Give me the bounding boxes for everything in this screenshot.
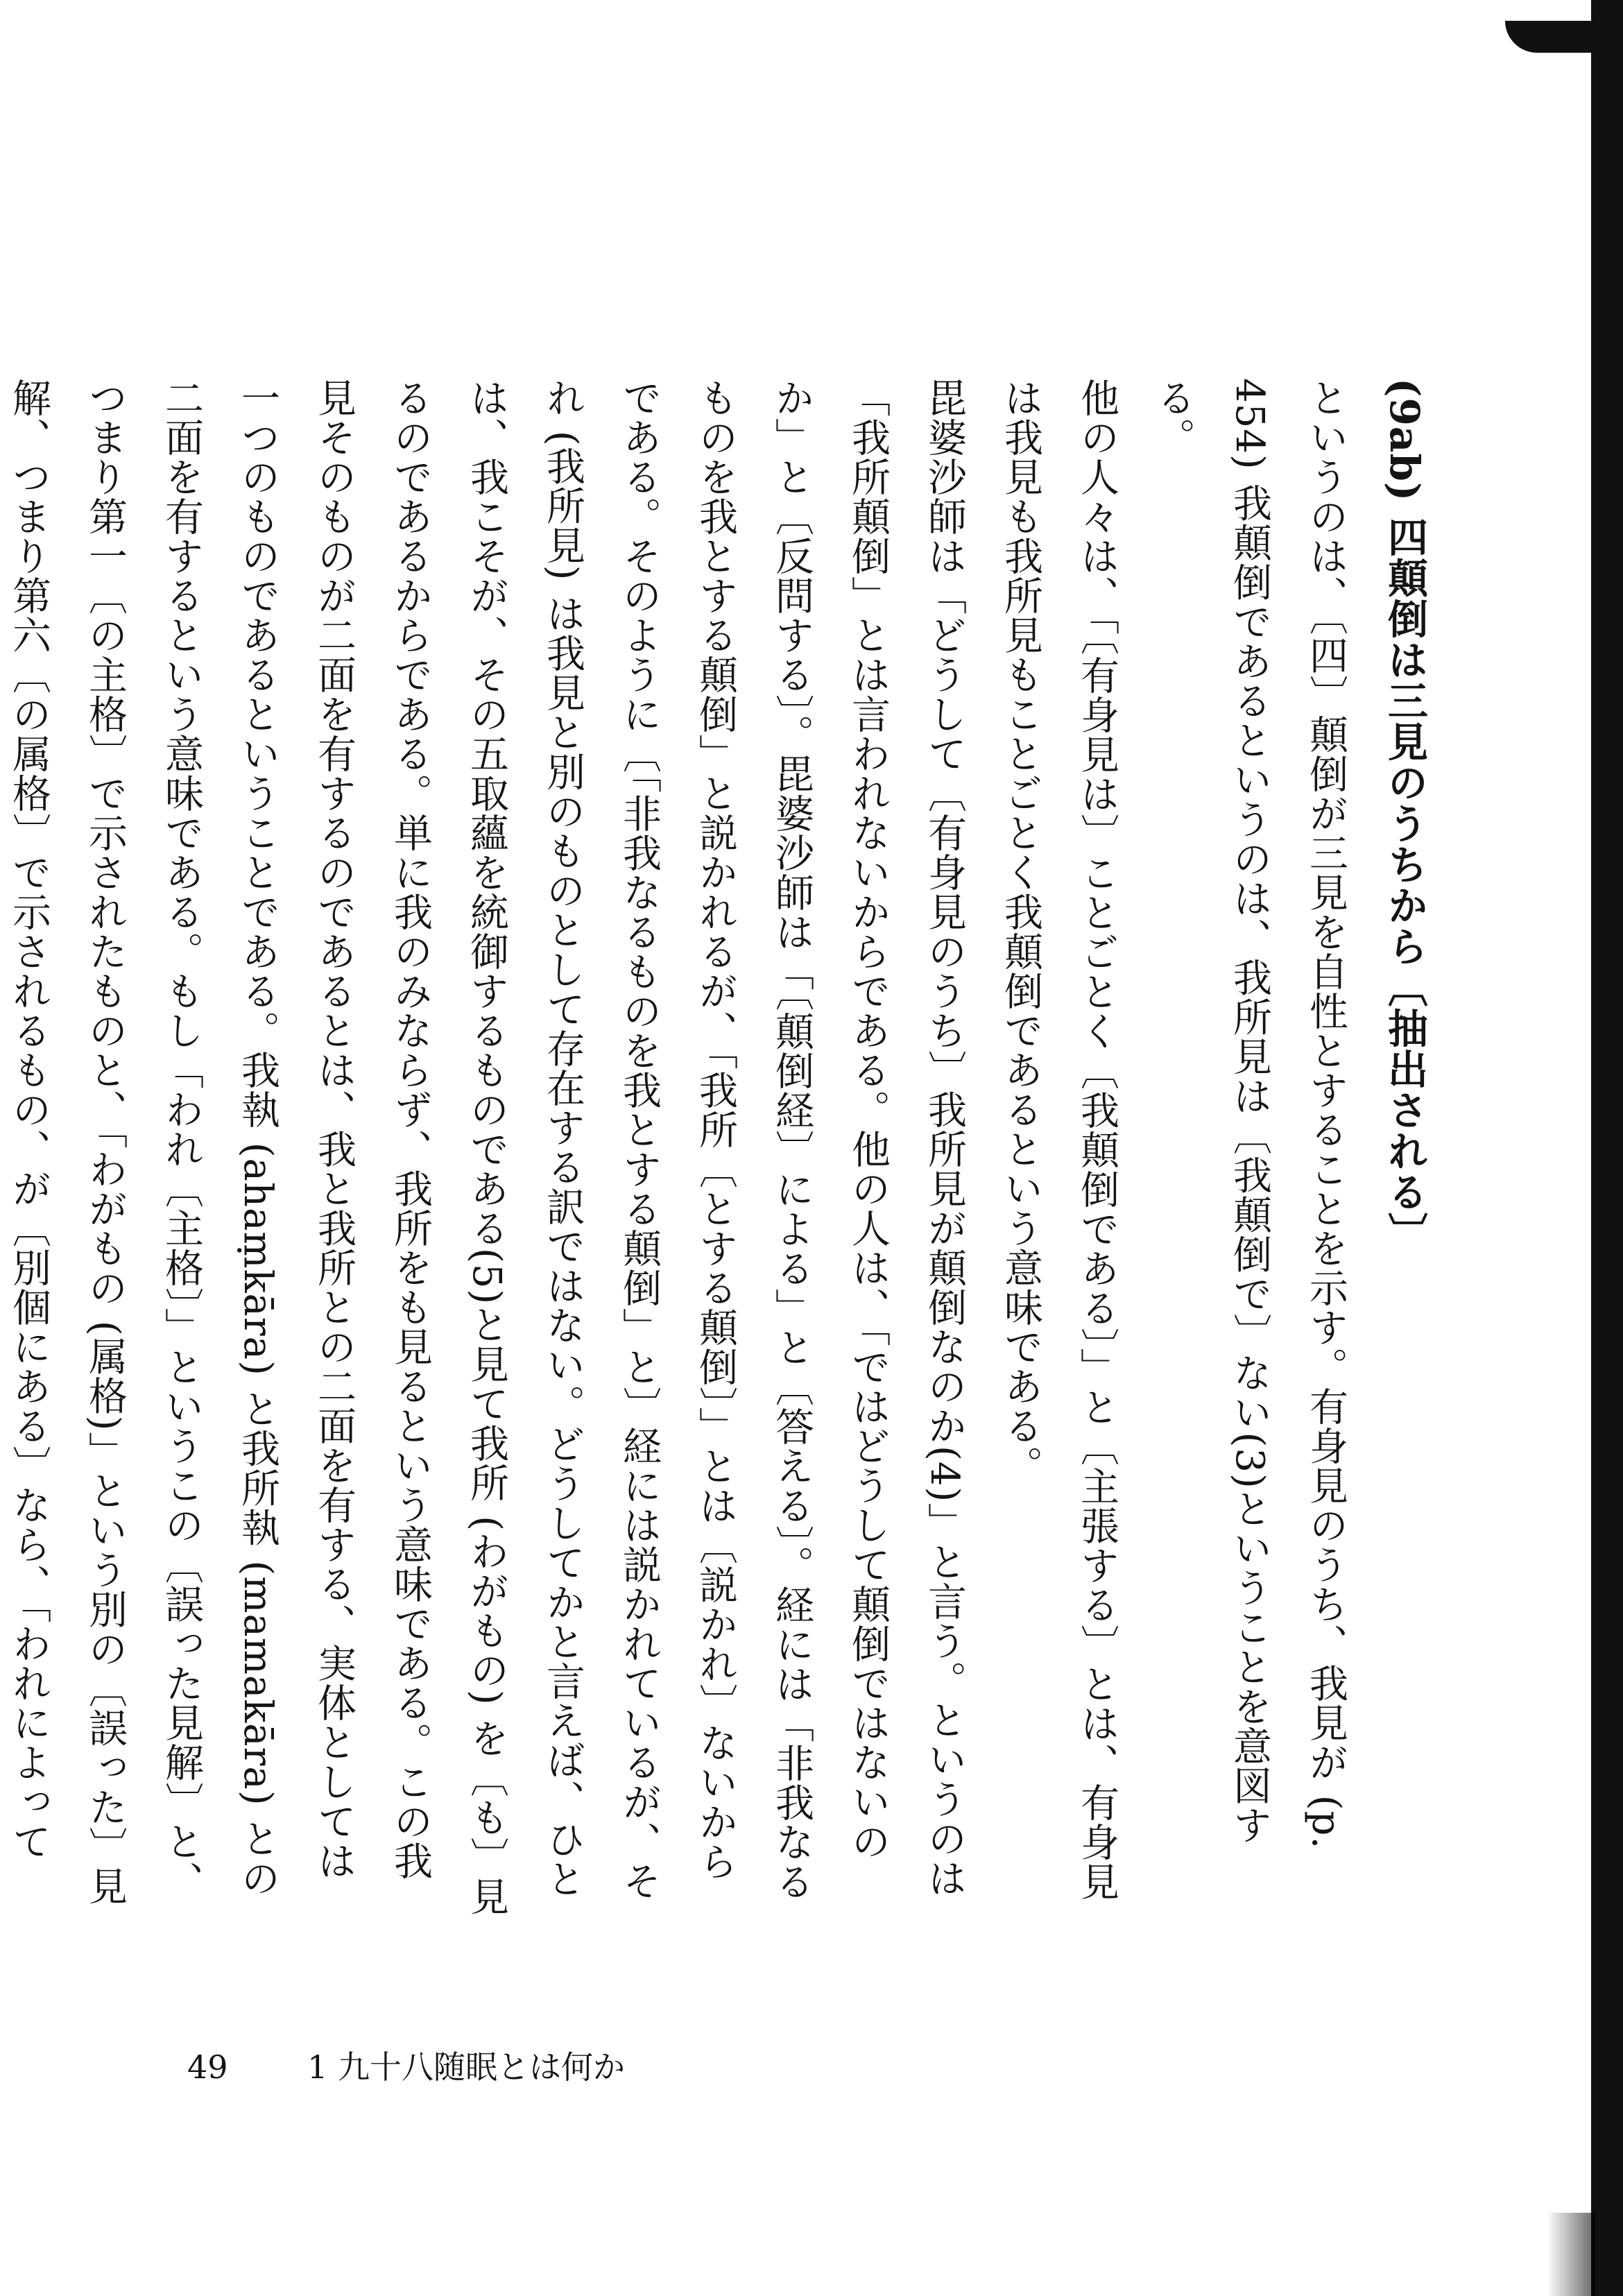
page-number: 49 xyxy=(187,2048,228,2086)
binding-edge xyxy=(1591,0,1623,2296)
vertical-text-body xyxy=(6,378,1443,1918)
paragraph-2: 他の人々は、「〔有身見は〕ことごとく〔我顛倒である〕」と〔主張する〕とは、有身見は我見も我所見もことごとく我顛倒であるという意味である。 xyxy=(998,378,1119,1901)
binding-edge-shadow xyxy=(1547,2213,1595,2296)
paragraph-3: 毘婆沙師は「どうして〔有身見のうち〕我所見が顛倒なのか(4)」と言う。というのは「我所顛倒」とは言われないからである。他の人は、「ではどうして顛倒ではないのか」と〔反問する〕。毘婆沙師は「〔顛倒経〕による」と〔答える〕。経には「非我なるものを我とする顛倒」と説かれるが、「我所〔とする顛倒〕」とは〔説かれ〕ないからである。そのように〔「非我なるものを我とする顛倒」と〕経には説かれているが、それ (我所見) は我見と別のものとして存在する訳ではない。どうしてかと言えば、ひとは、我こそが、その五取蘊を統御するものである(5)と見て我所 (わがもの) を〔も〕見るのであるからである。単に我のみならず、我所をも見るという意味である。この我見そのものが二面を有するのであるとは、我と我所との二面を有する、実体としては一つのものであるということである。我執 (ahaṃkāra) と我所執 (mamakāra) との二面を有するという意味である。もし「われ〔主格〕」というこの〔誤った見解〕と、つまり第一〔の主格〕で示されたものと、「わがもの (属格)」という別の〔誤った〕見解、つまり第六〔の属格〕で示されるもの、が〔別個にある〕なら、「われによって xyxy=(6,378,967,1917)
section-heading: (9ab) 四顛倒は三見のうちから〔抽出される〕 xyxy=(1381,378,1428,1253)
paragraph-1: というのは、〔四〕顛倒が三見を自性とすることを示す。有身見のうち、我見が (p. 454) 我顛倒であるというのは、我所見は〔我顛倒で〕ない(3)ということを意図する。 xyxy=(1151,378,1348,1850)
page-footer xyxy=(187,2042,625,2088)
binding-edge-top xyxy=(1505,21,1595,53)
chapter-title: 1 九十八随眠とは何か xyxy=(307,2048,626,2086)
